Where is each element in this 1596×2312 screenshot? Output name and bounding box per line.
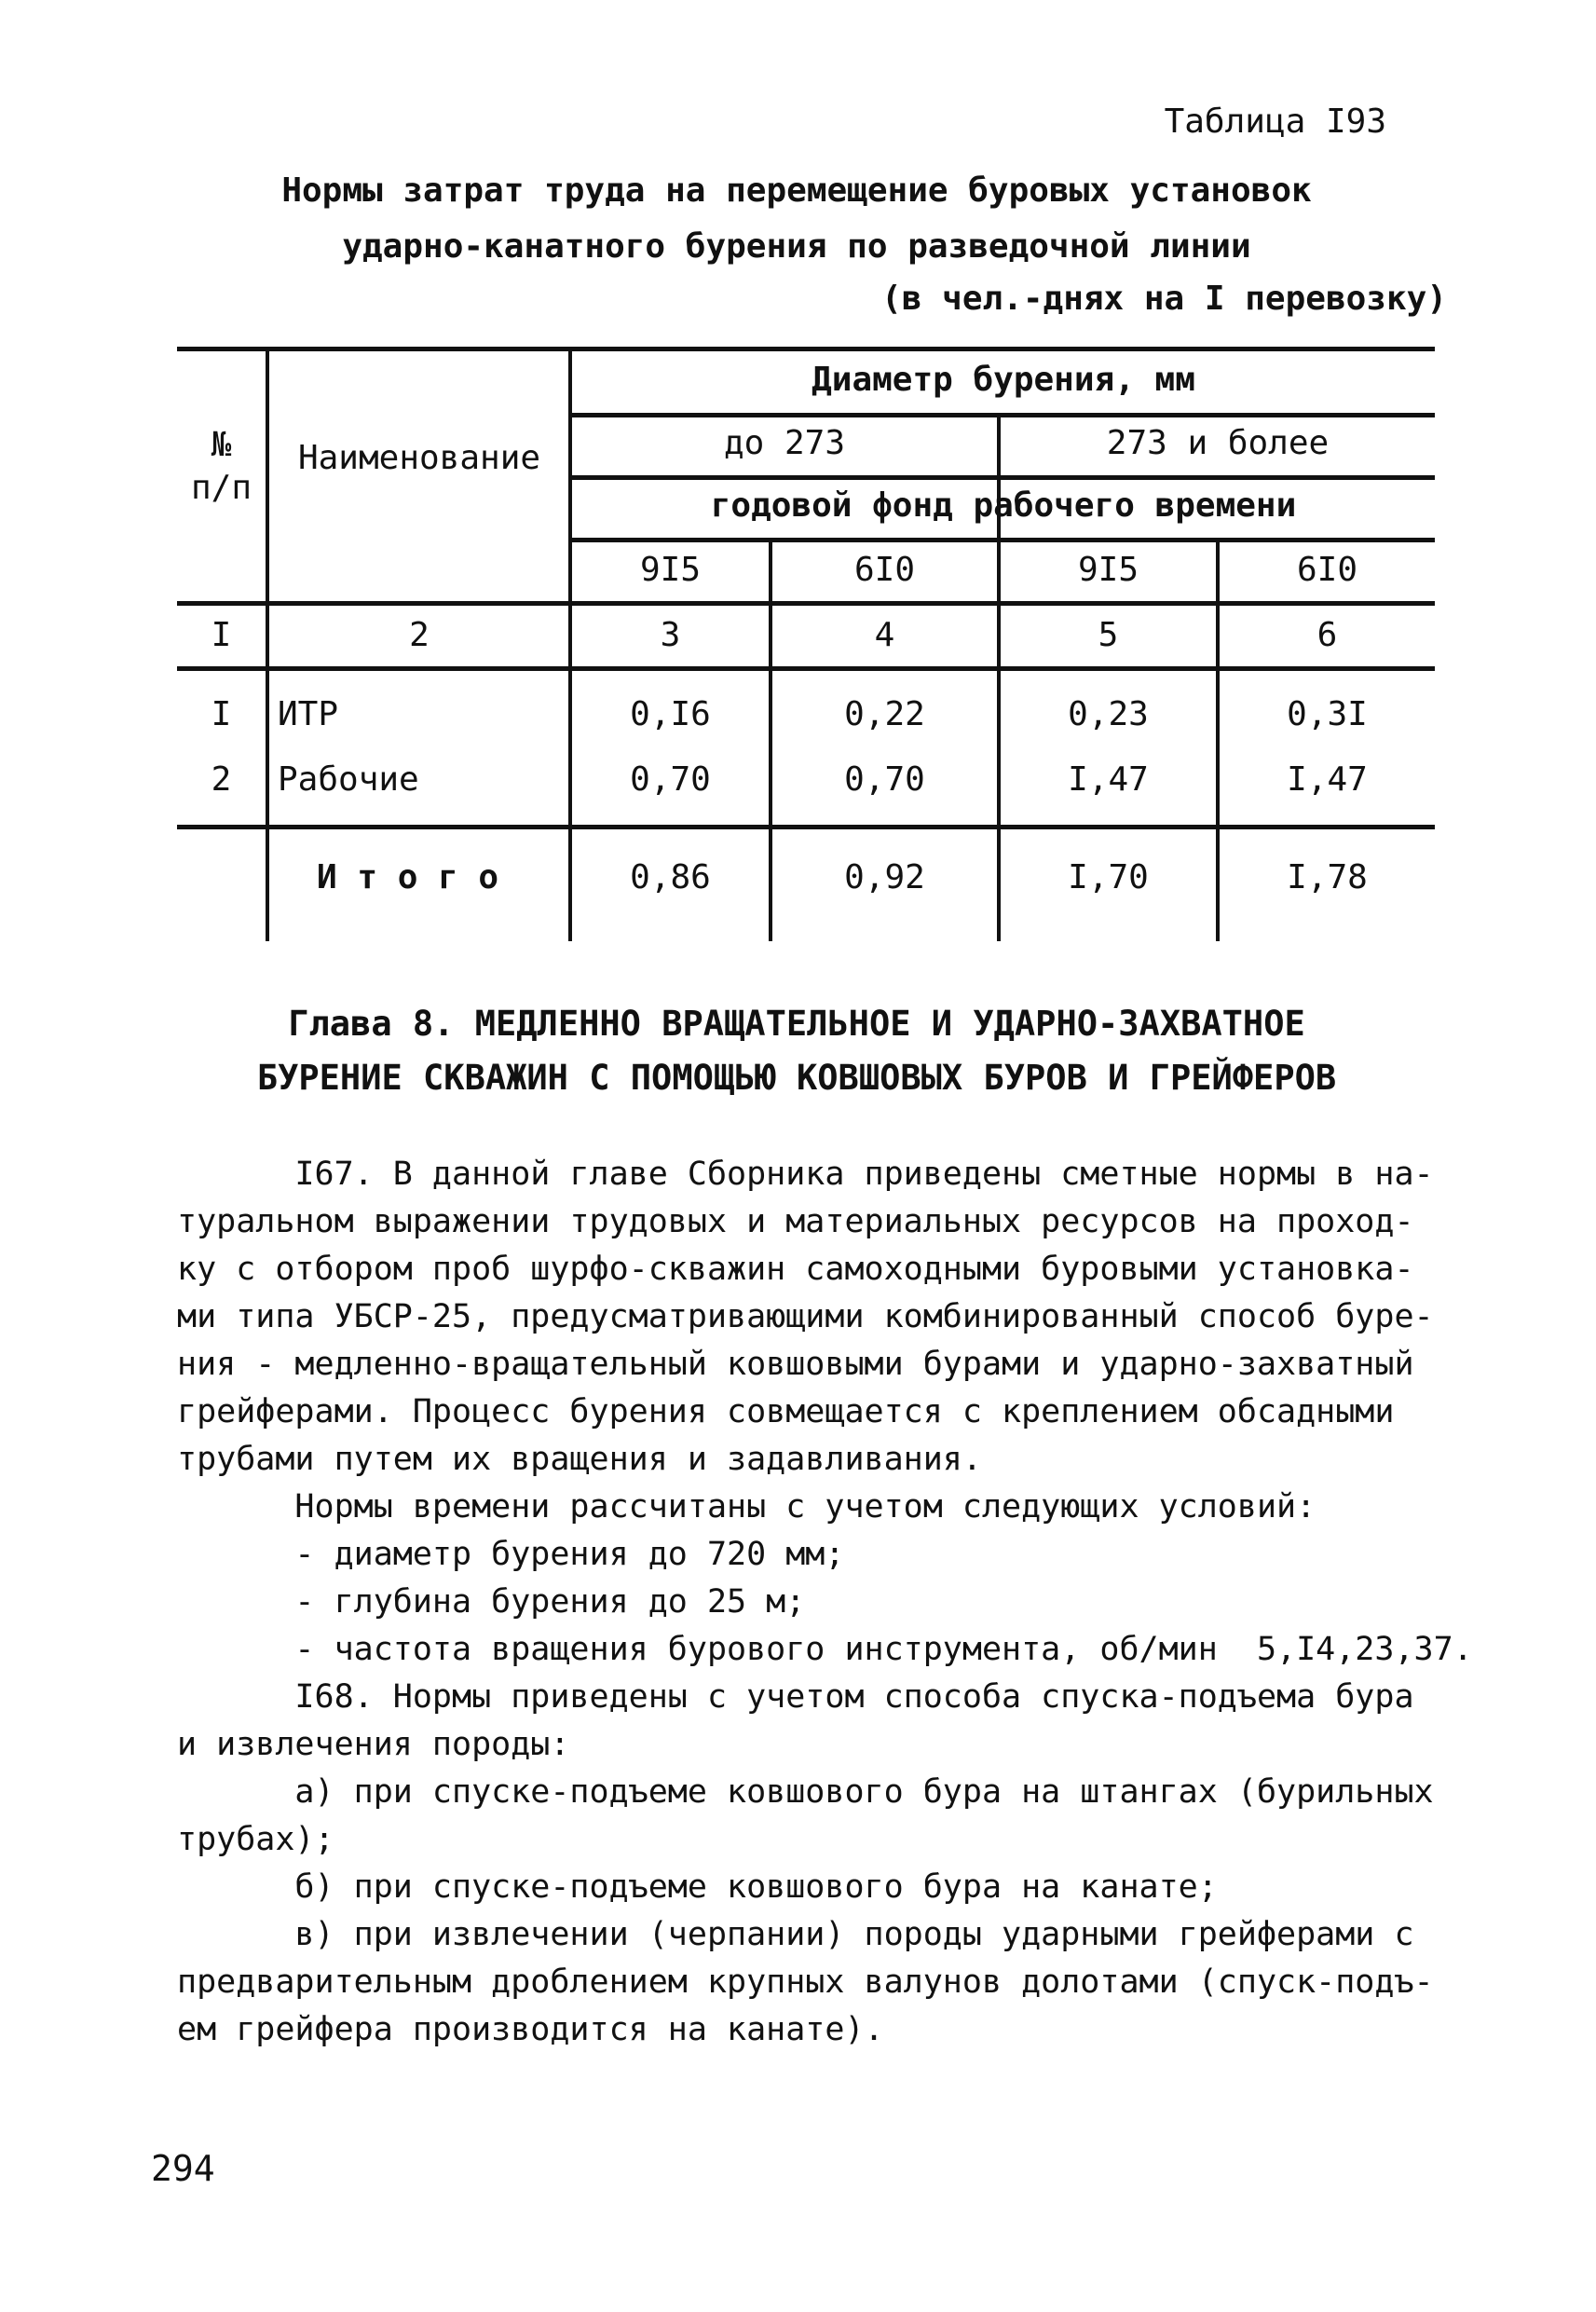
text-line: а) при спуске-подъеме ковшового бура на штангах (бурильных [177,1773,1434,1811]
text-line: I67. В данной главе Сборника приведены сметные нормы в на- [177,1156,1434,1193]
table-rule [570,475,1435,480]
table-cell: I,47 [1068,760,1149,799]
text-line: ем грейфера производится на канате). [177,2011,884,2048]
chapter-title-line-2: БУРЕНИЕ СКВАЖИН С ПОМОЩЬЮ КОВШОВЫХ БУРОВ И ГРЕЙФЕРОВ [256,1058,1337,1098]
text-line: Нормы времени рассчитаны с учетом следующих условий: [177,1488,1316,1525]
text-line: турaльном выражении трудовых и материальных ресурсов на проход- [177,1203,1414,1240]
header-fund: годовой фонд рабочего времени [710,486,1297,525]
row-name: Рабочие [278,760,419,799]
subcol-1: 9I5 [639,551,702,589]
row-number: I [211,695,232,733]
text-line: и извлечения породы: [177,1726,570,1763]
total-cell: I,78 [1287,858,1368,896]
table-rule [177,601,1435,606]
subcol-3: 9I5 [1077,551,1139,589]
table-title-line-2: ударно-канатного бурения по разведочной линии [342,227,1251,266]
row-name: ИТР [278,695,339,733]
table-units: (в чел.-днях на I перевозку) [881,280,1447,318]
col-number: 4 [874,616,895,654]
table-rule-top [177,347,1435,351]
row-number: 2 [211,760,232,799]
chapter-title-line-1: Глава 8. МЕДЛЕННО ВРАЩАТЕЛЬНОЕ И УДАРНО-ЗАХВАТНОЕ [288,1004,1305,1044]
table-cell: 0,70 [844,760,925,799]
table-rule [570,413,1435,417]
text-line: б) при спуске-подъеме ковшового бура на канате; [177,1868,1218,1906]
text-line: ния - медленно-вращательный ковшовыми бурами и ударно-захватный [177,1346,1414,1383]
table-cell: 0,3I [1287,695,1368,733]
table-col-rule [266,349,269,941]
subcol-4: 6I0 [1296,551,1358,589]
text-line: грейферами. Процесс бурения совмещается с креплением обсадными [177,1393,1395,1430]
text-line: ми типа УБСР-25, предусматривающими комбинированный способ буре- [177,1298,1434,1335]
table-cell: I,47 [1287,760,1368,799]
header-diameter: Диаметр бурения, мм [812,361,1195,399]
text-line: предварительным дроблением крупных валунов долотами (спуск-подъ- [177,1963,1434,2001]
text-line: трубами путем их вращения и задавливания. [177,1441,982,1478]
table-label: Таблица I93 [1164,103,1386,141]
total-label: И т о г о [317,858,499,896]
text-line: I68. Нормы приведены с учетом способа спуска-подъема бура [177,1678,1414,1716]
text-line: трубах); [177,1821,334,1858]
table-title-line-1: Нормы затрат труда на перемещение буровых установок [281,171,1312,210]
table-rule [570,538,1435,542]
total-cell: I,70 [1068,858,1149,896]
text-line: в) при извлечении (черпании) породы ударными грейферами с [177,1916,1414,1953]
col-number: 2 [409,616,430,654]
col-number: 5 [1098,616,1119,654]
table-rule [177,666,1435,671]
table-cell: 0,22 [844,695,925,733]
total-cell: 0,92 [844,858,925,896]
col-number: 6 [1316,616,1338,654]
header-group-2: 273 и более [1106,424,1330,462]
header-name: Наименование [297,439,541,477]
text-line: - диаметр бурения до 720 мм; [177,1536,845,1573]
text-line: - частота вращения бурового инструмента, об/мин 5,I4,23,37. [177,1631,1473,1668]
col-number: 3 [660,616,681,654]
table-cell: 0,23 [1068,695,1149,733]
total-cell: 0,86 [630,858,711,896]
text-line: ку с отбором проб шурфо-скважин самоходными буровыми установка- [177,1251,1414,1288]
table-cell: 0,70 [630,760,711,799]
col-number: I [211,616,232,654]
page-number: 294 [151,2148,215,2189]
header-no: № п/п [190,426,252,507]
subcol-2: 6I0 [853,551,916,589]
header-group-1: до 273 [723,424,846,462]
table-rule [177,825,1435,829]
body-text [177,1151,1473,2054]
text-line: - глубина бурения до 25 м; [177,1583,806,1621]
table-cell: 0,I6 [630,695,711,733]
